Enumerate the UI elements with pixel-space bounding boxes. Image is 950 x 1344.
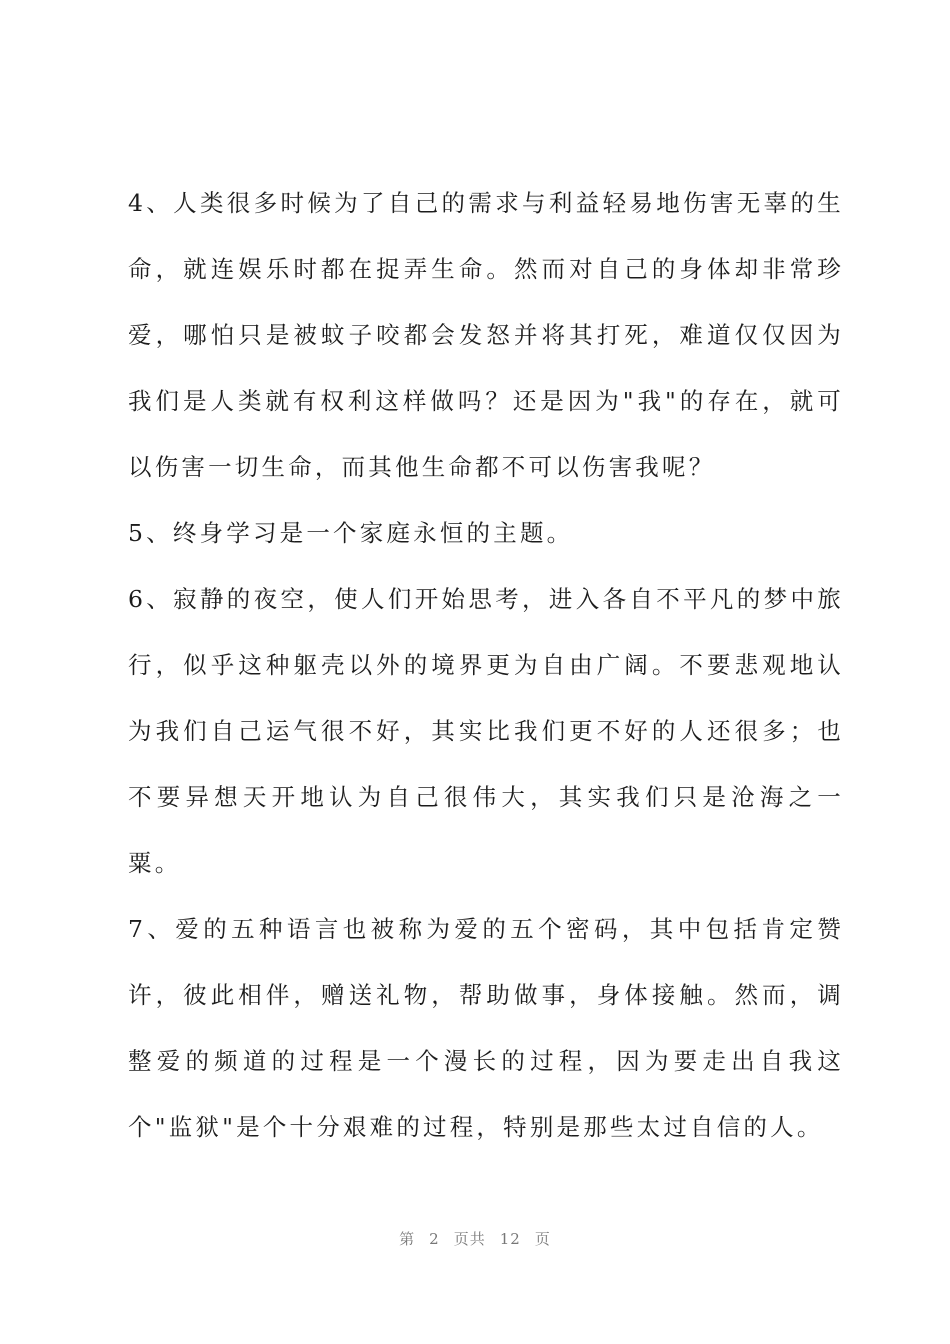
document-body [128,170,844,1160]
page-number-footer [0,1228,950,1249]
footer-current-page: 2 [429,1230,440,1248]
footer-total-pages: 12 [499,1230,521,1248]
footer-prefix: 第 [399,1230,416,1248]
footer-suffix: 页 [534,1230,551,1248]
paragraph-item-5: 5、终身学习是一个家庭永恒的主题。 [128,519,574,547]
paragraph-item-6: 6、寂静的夜空，使人们开始思考，进入各自不平凡的梦中旅行，似乎这种躯壳以外的境界更为自由广阔。不要悲观地认为我们自己运气很不好，其实比我们更不好的人还很多；也不要异想天开地认为自己很伟大，其实我们只是沧海之一粟。 [128,585,844,877]
paragraph-item-7: 7、爱的五种语言也被称为爱的五个密码，其中包括肯定赞许，彼此相伴，赠送礼物，帮助做事，身体接触。然而，调整爱的频道的过程是一个漫长的过程，因为要走出自我这个"监狱"是个十分艰难的过程，特别是那些太过自信的人。 [128,915,844,1141]
paragraph-item-4: 4、人类很多时候为了自己的需求与利益轻易地伤害无辜的生命，就连娱乐时都在捉弄生命。然而对自己的身体却非常珍爱，哪怕只是被蚊子咬都会发怒并将其打死，难道仅仅因为我们是人类就有权利这样做吗？还是因为"我"的存在，就可以伤害一切生命，而其他生命都不可以伤害我呢？ [128,189,844,481]
footer-middle: 页共 [453,1230,486,1248]
